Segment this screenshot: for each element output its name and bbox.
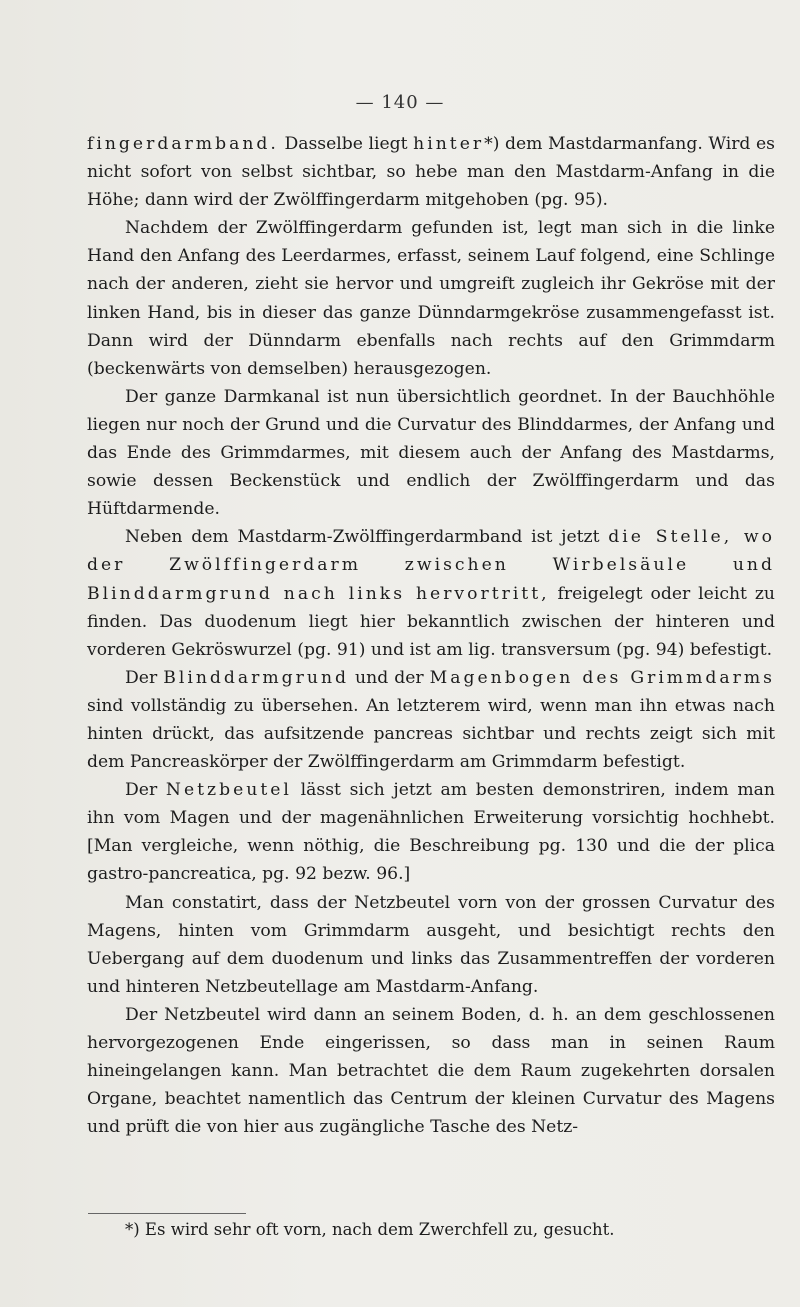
paragraph [87,523,775,663]
paragraph [87,1001,775,1141]
text-run: *) dem Mastdarmanfang. Wird es nicht sofort von selbst sichtbar, so hebe man den Mastdarm-Anfang in die Höhe; dann wird der Zwölffingerdarm mitgehoben (pg. 95). [87,134,775,211]
spaced-term: fingerdarmband. [87,134,279,154]
footnote-divider [88,1213,246,1214]
spaced-term: hinter [413,134,485,154]
paragraph [87,664,775,776]
footnote: *) Es wird sehr oft vorn, nach dem Zwerchfell zu, gesucht. [125,1220,615,1239]
spaced-term: Magenbogen des Grimmdarms [429,667,775,688]
text-run: Der Netzbeutel wird dann an seinem Boden, d. h. an dem geschlossenen hervorgezogenen Ende eingerissen, so dass man in seinen Raum hineingelangen kann. Man betrachtet die dem Raum zugekehrten dorsalen Organe, beachtet namentlich das Centrum der kleinen Curvatur des Magens und prüft die von hier aus zugängliche Tasche des Netz- [87,1004,775,1138]
text-run: und der [349,667,430,688]
paragraph [87,889,775,1001]
text-run: Man constatirt, dass der Netzbeutel vorn von der grossen Curvatur des Magens, hinten vom Grimmdarm ausgeht, und besichtigt rechts den Uebergang auf dem duodenum und links das Zusammentreffen der vorderen und hinteren Netzbeutellage am Mastdarm-Anfang. [87,892,775,997]
paragraph [87,776,775,888]
text-run: sind vollständig zu übersehen. An letzterem wird, wenn man ihn etwas nach hinten drückt, das aufsitzende pancreas sichtbar und rechts zeigt sich mit dem Pancreaskörper der Zwölffingerdarm am Grimmdarm befestigt. [87,695,775,773]
paragraph [87,214,775,383]
spaced-term: die Stelle, wo der Zwölffingerdarm zwischen Wirbelsäule und Blinddarmgrund nach links hervortritt, [87,527,775,604]
paragraph [87,383,775,523]
text-run: lässt sich jetzt am besten demonstriren, indem man ihn vom Magen und der magenähnlichen Erweiterung vorsichtig hochhebt. [Man vergleiche, wenn nöthig, die Beschreibung pg. 130 und die der plica gastro-pancreatica, pg. 92 bezw. 96.] [87,780,775,885]
text-run: Der ganze Darmkanal ist nun übersichtlich geordnet. In der Bauchhöhle liegen nur noch der Grund und die Curvatur des Blinddarmes, der Anfang und das Ende des Grimmdarmes, mit diesem auch der Anfang des Mastdarms, sowie dessen Beckenstück und endlich der Zwölffingerdarm und das Hüftdarmende. [87,386,775,520]
page-number: — 140 — [355,92,445,113]
spaced-term: Netzbeutel [165,780,292,801]
paragraph [87,130,775,214]
text-run: Neben dem Mastdarm-Zwölffingerdarmband ist jetzt [125,527,609,548]
spaced-term: Blinddarmgrund [163,667,350,688]
body-text [87,130,775,1141]
text-run: Der [125,780,166,801]
text-run: Der [125,667,164,688]
text-run: Nachdem der Zwölffingerdarm gefunden ist, legt man sich in die linke Hand den Anfang des Leerdarmes, erfasst, seinem Lauf folgend, eine Schlinge nach der anderen, zieht sie hervor und umgreift zugleich ihr Gekröse mit der linken Hand, bis in dieser das ganze Dünndarmgekröse zusammengefasst ist. Dann wird der Dünndarm ebenfalls nach rechts auf den Grimmdarm (beckenwärts von demselben) herausgezogen. [87,218,775,379]
text-run: Dasselbe liegt [278,134,414,154]
text-run: freigelegt oder leicht zu finden. Das duodenum liegt hier bekanntlich zwischen der hinteren und vorderen Gekröswurzel (pg. 91) und ist am lig. transversum (pg. 94) befestigt. [87,583,775,660]
